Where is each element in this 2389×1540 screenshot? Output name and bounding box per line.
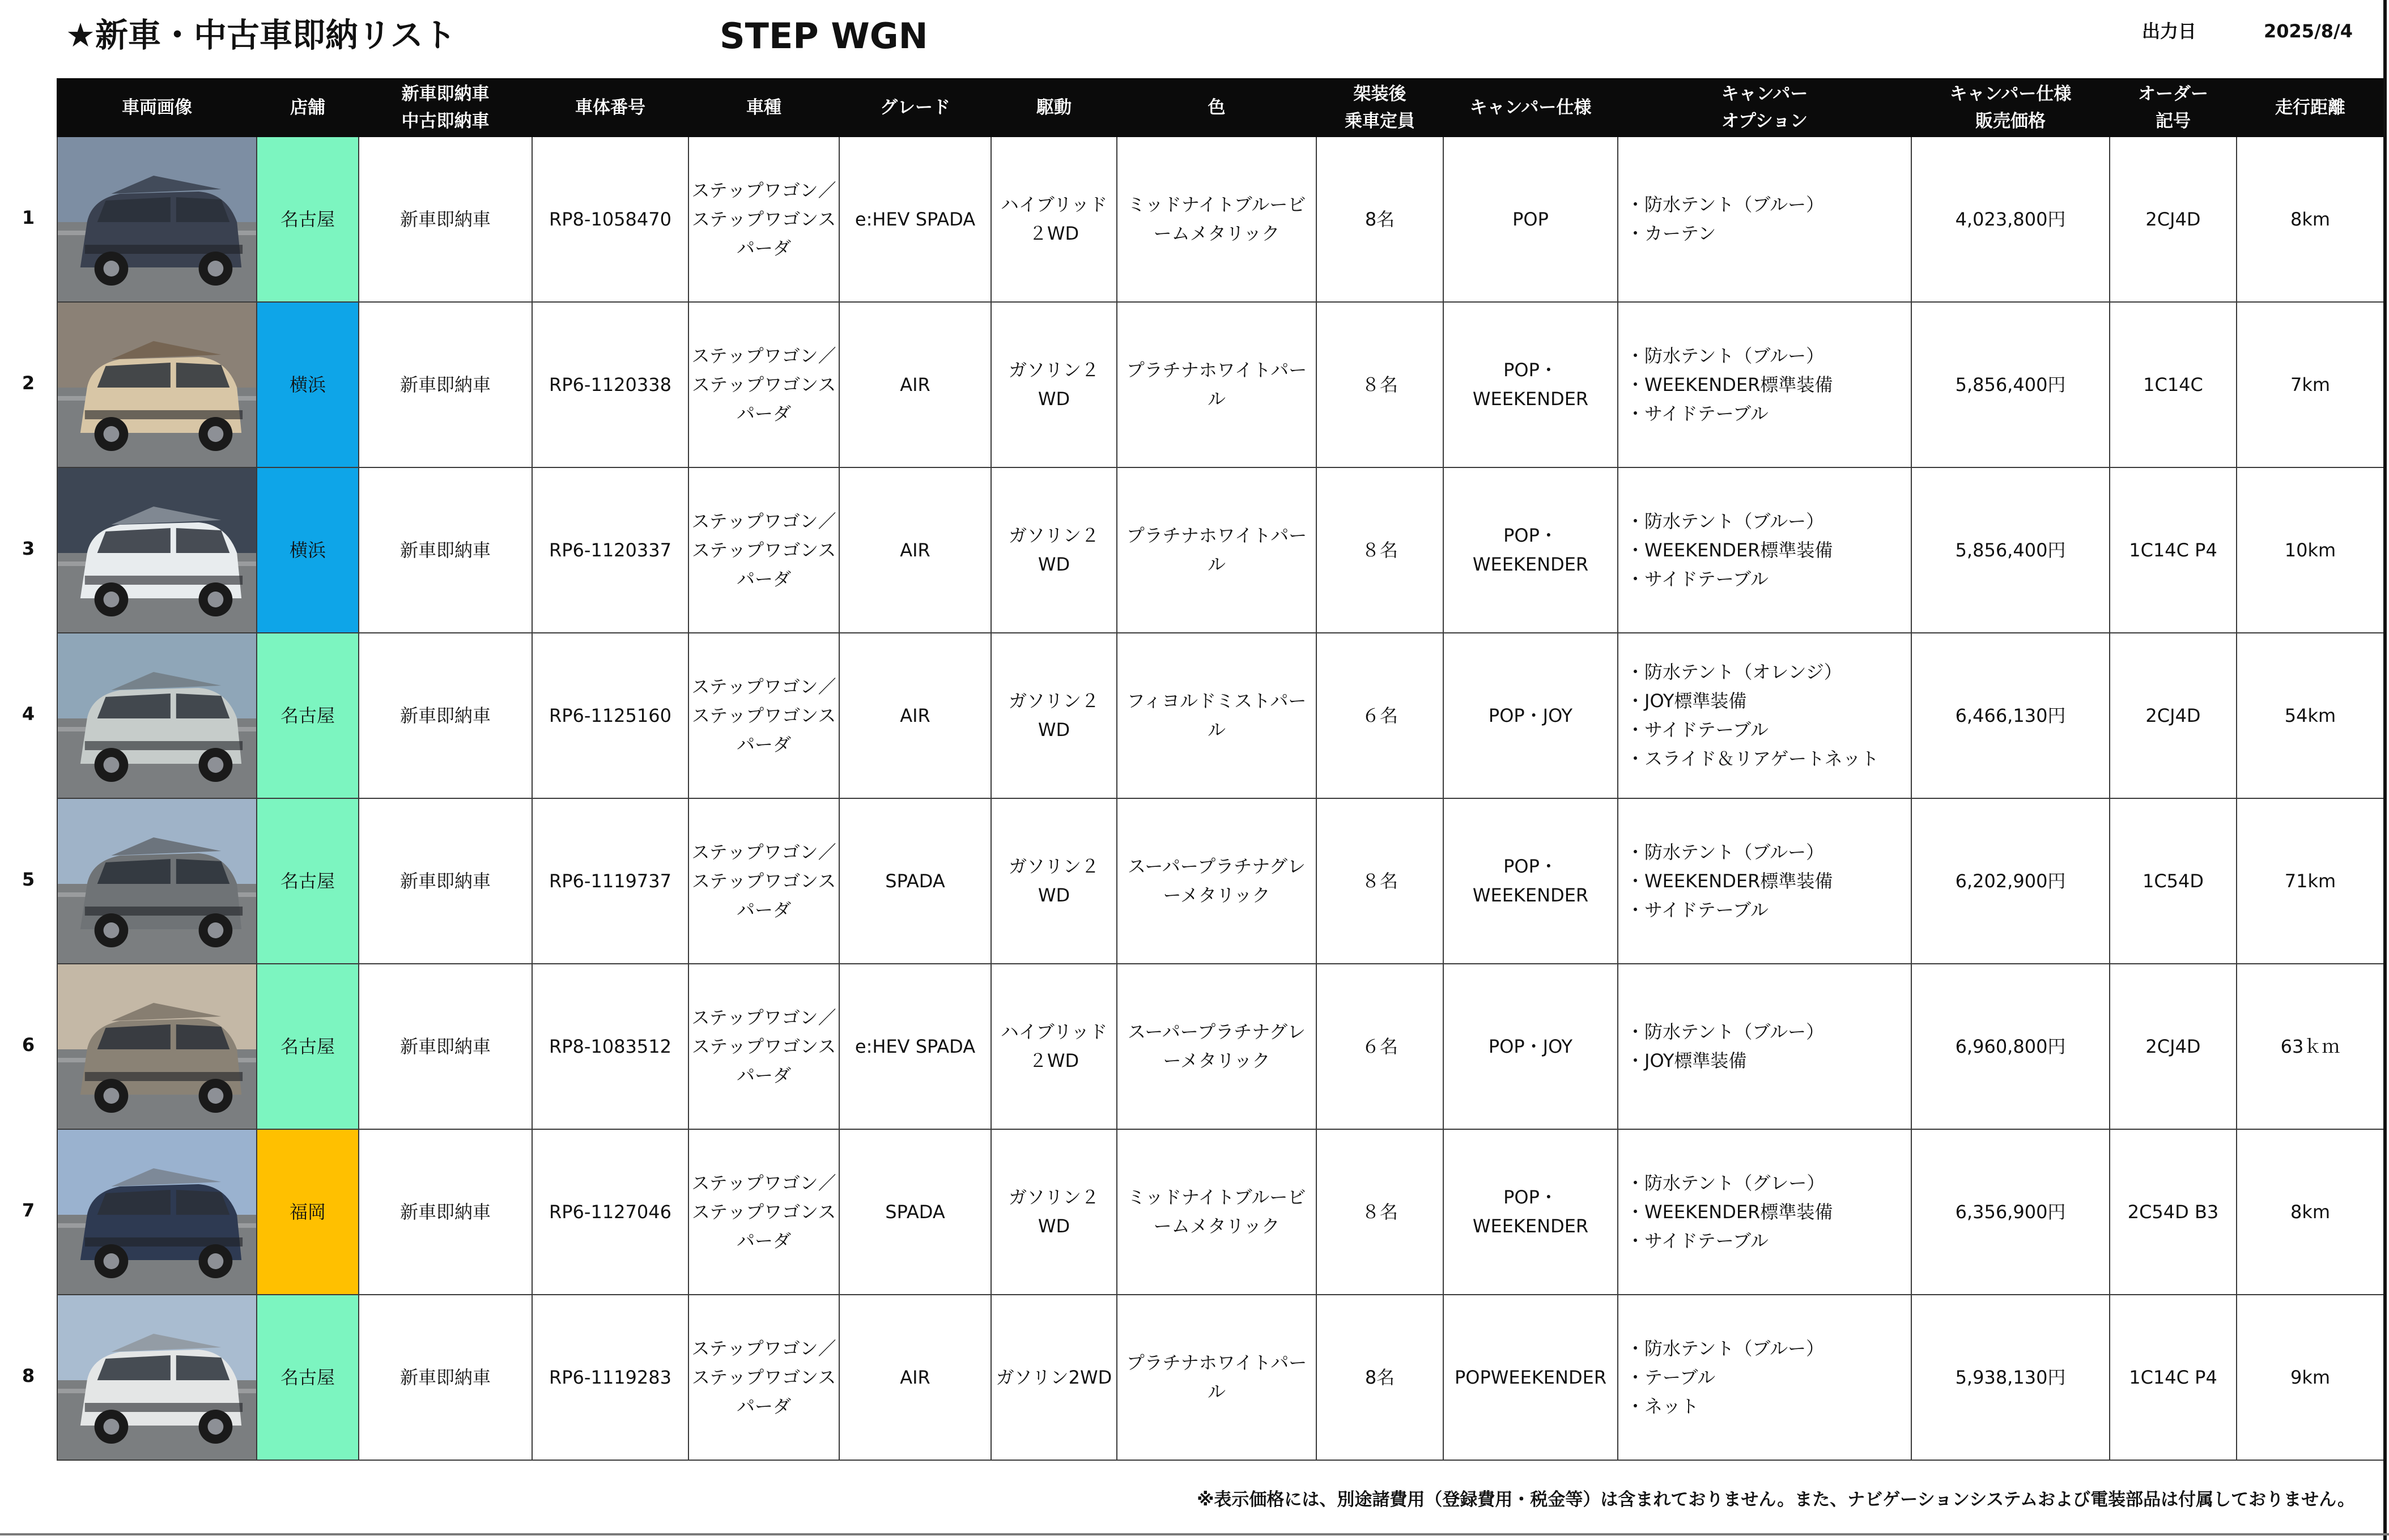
output-date-label: 出力日: [2142, 20, 2197, 42]
order-cell: 2C54D B3: [2110, 1129, 2237, 1295]
option-item: ・スライド＆リアゲートネット: [1626, 748, 1879, 769]
header-status: 新車即納車 中古即納車: [359, 79, 532, 137]
vin-cell: RP6-1120338: [532, 302, 688, 467]
price-footnote: ※表示価格には、別途諸費用（登録費用・税金等）は含まれておりません。また、ナビゲーションシステムおよび電装部品は付属しておりません。: [1197, 1490, 2355, 1510]
drive-cell: ガソリン2WD: [991, 1295, 1117, 1460]
spec-cell: POP・JOY: [1443, 633, 1618, 798]
option-item: ・サイドテーブル: [1626, 899, 1769, 921]
status-cell: 新車即納車: [359, 137, 532, 302]
spec-cell: POP・WEEKENDER: [1443, 302, 1618, 467]
grade-cell: AIR: [839, 633, 991, 798]
type-cell: ステップワゴン／ステップワゴンスパーダ: [688, 633, 839, 798]
grade-cell: SPADA: [839, 798, 991, 964]
mileage-cell: 71km: [2237, 798, 2384, 964]
car-photo: [58, 303, 256, 467]
order-cell: 1C14C P4: [2110, 1295, 2237, 1460]
spec-cell: POP・WEEKENDER: [1443, 798, 1618, 964]
status-cell: 新車即納車: [359, 964, 532, 1129]
price-cell: 5,856,400円: [1911, 467, 2110, 633]
type-cell: ステップワゴン／ステップワゴンスパーダ: [688, 798, 839, 964]
option-item: ・WEEKENDER標準装備: [1626, 373, 1833, 395]
car-photo: [57, 137, 257, 302]
capacity-cell: ８名: [1316, 467, 1443, 633]
option-item: ・ネット: [1626, 1395, 1699, 1417]
type-cell: ステップワゴン／ステップワゴンスパーダ: [688, 467, 839, 633]
color-cell: スーパープラチナグレーメタリック: [1117, 798, 1316, 964]
table-row: [57, 1129, 2384, 1295]
mileage-cell: 8km: [2237, 137, 2384, 302]
vin-cell: RP8-1058470: [532, 137, 688, 302]
order-cell: 2CJ4D: [2110, 137, 2237, 302]
header-drive: 駆動: [991, 79, 1117, 137]
option-item: ・JOY標準装備: [1626, 1050, 1747, 1071]
row-number: 5: [22, 869, 35, 890]
drive-cell: ガソリン２WD: [991, 798, 1117, 964]
capacity-cell: 8名: [1316, 1295, 1443, 1460]
type-cell: ステップワゴン／ステップワゴンスパーダ: [688, 964, 839, 1129]
spec-cell: POP: [1443, 137, 1618, 302]
capacity-cell: ６名: [1316, 964, 1443, 1129]
row-number: 1: [22, 207, 35, 228]
store-cell: 名古屋: [257, 1295, 359, 1460]
type-cell: ステップワゴン／ステップワゴンスパーダ: [688, 1129, 839, 1295]
option-item: ・防水テント（ブルー）: [1626, 841, 1825, 863]
type-cell: ステップワゴン／ステップワゴンスパーダ: [688, 137, 839, 302]
spec-cell: POP・JOY: [1443, 964, 1618, 1129]
header-grade: グレード: [839, 79, 991, 137]
mileage-cell: 63ｋｍ: [2237, 964, 2384, 1129]
page-bottom-edge: [0, 1533, 2389, 1535]
table-header-row: [57, 79, 2384, 137]
vin-cell: RP6-1120337: [532, 467, 688, 633]
store-cell: 名古屋: [257, 964, 359, 1129]
drive-cell: ガソリン２WD: [991, 633, 1117, 798]
car-photo: [57, 633, 257, 798]
options-cell: [1618, 1129, 1911, 1295]
order-cell: 2CJ4D: [2110, 964, 2237, 1129]
option-item: ・サイドテーブル: [1626, 568, 1769, 590]
option-item: ・防水テント（ブルー）: [1626, 194, 1825, 215]
option-item: ・防水テント（ブルー）: [1626, 1021, 1825, 1043]
drive-cell: ハイブリッド２WD: [991, 964, 1117, 1129]
header-type: 車種: [688, 79, 839, 137]
capacity-cell: ８名: [1316, 302, 1443, 467]
price-cell: 6,356,900円: [1911, 1129, 2110, 1295]
table-row: [57, 467, 2384, 633]
page-edge: [2383, 0, 2387, 1540]
row-number: 2: [22, 372, 35, 394]
option-item: ・WEEKENDER標準装備: [1626, 539, 1833, 561]
option-item: ・サイドテーブル: [1626, 719, 1769, 741]
mileage-cell: 10km: [2237, 467, 2384, 633]
price-cell: 6,466,130円: [1911, 633, 2110, 798]
table-row: [57, 302, 2384, 467]
option-item: ・テーブル: [1626, 1366, 1716, 1388]
order-cell: 1C14C: [2110, 302, 2237, 467]
mileage-cell: 7km: [2237, 302, 2384, 467]
store-cell: 名古屋: [257, 798, 359, 964]
capacity-cell: 8名: [1316, 137, 1443, 302]
drive-cell: ハイブリッド２WD: [991, 137, 1117, 302]
store-cell: 横浜: [257, 467, 359, 633]
options-cell: [1618, 633, 1911, 798]
status-cell: 新車即納車: [359, 302, 532, 467]
table-row: [57, 964, 2384, 1129]
table-row: [57, 633, 2384, 798]
option-item: ・防水テント（ブルー）: [1626, 1337, 1825, 1359]
row-number: 8: [22, 1365, 35, 1386]
order-cell: 2CJ4D: [2110, 633, 2237, 798]
drive-cell: ガソリン２WD: [991, 302, 1117, 467]
color-cell: スーパープラチナグレーメタリック: [1117, 964, 1316, 1129]
color-cell: プラチナホワイトパール: [1117, 467, 1316, 633]
option-item: ・JOY標準装備: [1626, 690, 1747, 712]
header-store: 店舗: [257, 79, 359, 137]
option-item: ・防水テント（ブルー）: [1626, 510, 1825, 532]
spec-cell: POP・WEEKENDER: [1443, 467, 1618, 633]
vin-cell: RP6-1119283: [532, 1295, 688, 1460]
car-photo: [57, 964, 257, 1129]
page-title: ★新車・中古車即納リスト: [66, 16, 456, 54]
options-cell: [1618, 1295, 1911, 1460]
table-row: [57, 798, 2384, 964]
status-cell: 新車即納車: [359, 798, 532, 964]
car-photo: [58, 799, 256, 963]
header-order: オーダー 記号: [2110, 79, 2237, 137]
status-cell: 新車即納車: [359, 467, 532, 633]
model-name: STEP WGN: [720, 15, 928, 57]
price-cell: 6,960,800円: [1911, 964, 2110, 1129]
car-photo: [57, 1295, 257, 1460]
store-cell: 名古屋: [257, 137, 359, 302]
header-vin: 車体番号: [532, 79, 688, 137]
price-cell: 6,202,900円: [1911, 798, 2110, 964]
store-cell: 名古屋: [257, 633, 359, 798]
color-cell: フィヨルドミストパール: [1117, 633, 1316, 798]
header-color: 色: [1117, 79, 1316, 137]
order-cell: 1C14C P4: [2110, 467, 2237, 633]
status-cell: 新車即納車: [359, 1129, 532, 1295]
table-row: [57, 137, 2384, 302]
store-cell: 横浜: [257, 302, 359, 467]
spec-cell: POPWEEKENDER: [1443, 1295, 1618, 1460]
option-item: ・カーテン: [1626, 223, 1716, 244]
car-photo: [58, 633, 256, 798]
grade-cell: AIR: [839, 467, 991, 633]
price-cell: 5,856,400円: [1911, 302, 2110, 467]
status-cell: 新車即納車: [359, 633, 532, 798]
table-row: [57, 1295, 2384, 1460]
options-cell: [1618, 137, 1911, 302]
header-image: 車両画像: [57, 79, 257, 137]
grade-cell: AIR: [839, 1295, 991, 1460]
mileage-cell: 54km: [2237, 633, 2384, 798]
car-photo: [58, 137, 256, 301]
capacity-cell: ６名: [1316, 633, 1443, 798]
car-photo: [57, 302, 257, 467]
grade-cell: e:HEV SPADA: [839, 137, 991, 302]
car-photo: [57, 467, 257, 633]
header-price: キャンパー仕様 販売価格: [1911, 79, 2110, 137]
vin-cell: RP8-1083512: [532, 964, 688, 1129]
capacity-cell: ８名: [1316, 798, 1443, 964]
color-cell: プラチナホワイトパール: [1117, 1295, 1316, 1460]
car-photo: [58, 468, 256, 632]
car-photo: [58, 1295, 256, 1460]
options-cell: [1618, 964, 1911, 1129]
options-cell: [1618, 798, 1911, 964]
mileage-cell: 9km: [2237, 1295, 2384, 1460]
drive-cell: ガソリン２WD: [991, 1129, 1117, 1295]
row-number: 7: [22, 1199, 35, 1221]
inventory-table: [57, 78, 2384, 1461]
output-date: 2025/8/4: [2264, 20, 2353, 42]
option-item: ・サイドテーブル: [1626, 1230, 1769, 1252]
header-spec: キャンパー仕様: [1443, 79, 1618, 137]
vin-cell: RP6-1127046: [532, 1129, 688, 1295]
options-cell: [1618, 467, 1911, 633]
grade-cell: AIR: [839, 302, 991, 467]
row-number: 3: [22, 538, 35, 559]
spec-cell: POP・WEEKENDER: [1443, 1129, 1618, 1295]
type-cell: ステップワゴン／ステップワゴンスパーダ: [688, 302, 839, 467]
order-cell: 1C54D: [2110, 798, 2237, 964]
option-item: ・WEEKENDER標準装備: [1626, 870, 1833, 892]
mileage-cell: 8km: [2237, 1129, 2384, 1295]
drive-cell: ガソリン２WD: [991, 467, 1117, 633]
car-photo: [58, 1130, 256, 1294]
header-options: キャンパー オプション: [1618, 79, 1911, 137]
option-item: ・WEEKENDER標準装備: [1626, 1201, 1833, 1223]
color-cell: ミッドナイトブルービームメタリック: [1117, 1129, 1316, 1295]
car-photo: [57, 1129, 257, 1295]
color-cell: ミッドナイトブルービームメタリック: [1117, 137, 1316, 302]
price-cell: 4,023,800円: [1911, 137, 2110, 302]
option-item: ・防水テント（オレンジ）: [1626, 661, 1842, 683]
options-cell: [1618, 302, 1911, 467]
option-item: ・防水テント（グレー）: [1626, 1172, 1825, 1194]
capacity-cell: ８名: [1316, 1129, 1443, 1295]
car-photo: [57, 798, 257, 964]
vin-cell: RP6-1119737: [532, 798, 688, 964]
option-item: ・防水テント（ブルー）: [1626, 344, 1825, 367]
grade-cell: e:HEV SPADA: [839, 964, 991, 1129]
type-cell: ステップワゴン／ステップワゴンスパーダ: [688, 1295, 839, 1460]
color-cell: プラチナホワイトパール: [1117, 302, 1316, 467]
row-number: 6: [22, 1034, 35, 1056]
option-item: ・サイドテーブル: [1626, 402, 1769, 424]
price-cell: 5,938,130円: [1911, 1295, 2110, 1460]
header-capacity: 架装後 乗車定員: [1316, 79, 1443, 137]
car-photo: [58, 964, 256, 1129]
store-cell: 福岡: [257, 1129, 359, 1295]
status-cell: 新車即納車: [359, 1295, 532, 1460]
header-mileage: 走行距離: [2237, 79, 2384, 137]
vin-cell: RP6-1125160: [532, 633, 688, 798]
grade-cell: SPADA: [839, 1129, 991, 1295]
row-number: 4: [22, 703, 35, 725]
